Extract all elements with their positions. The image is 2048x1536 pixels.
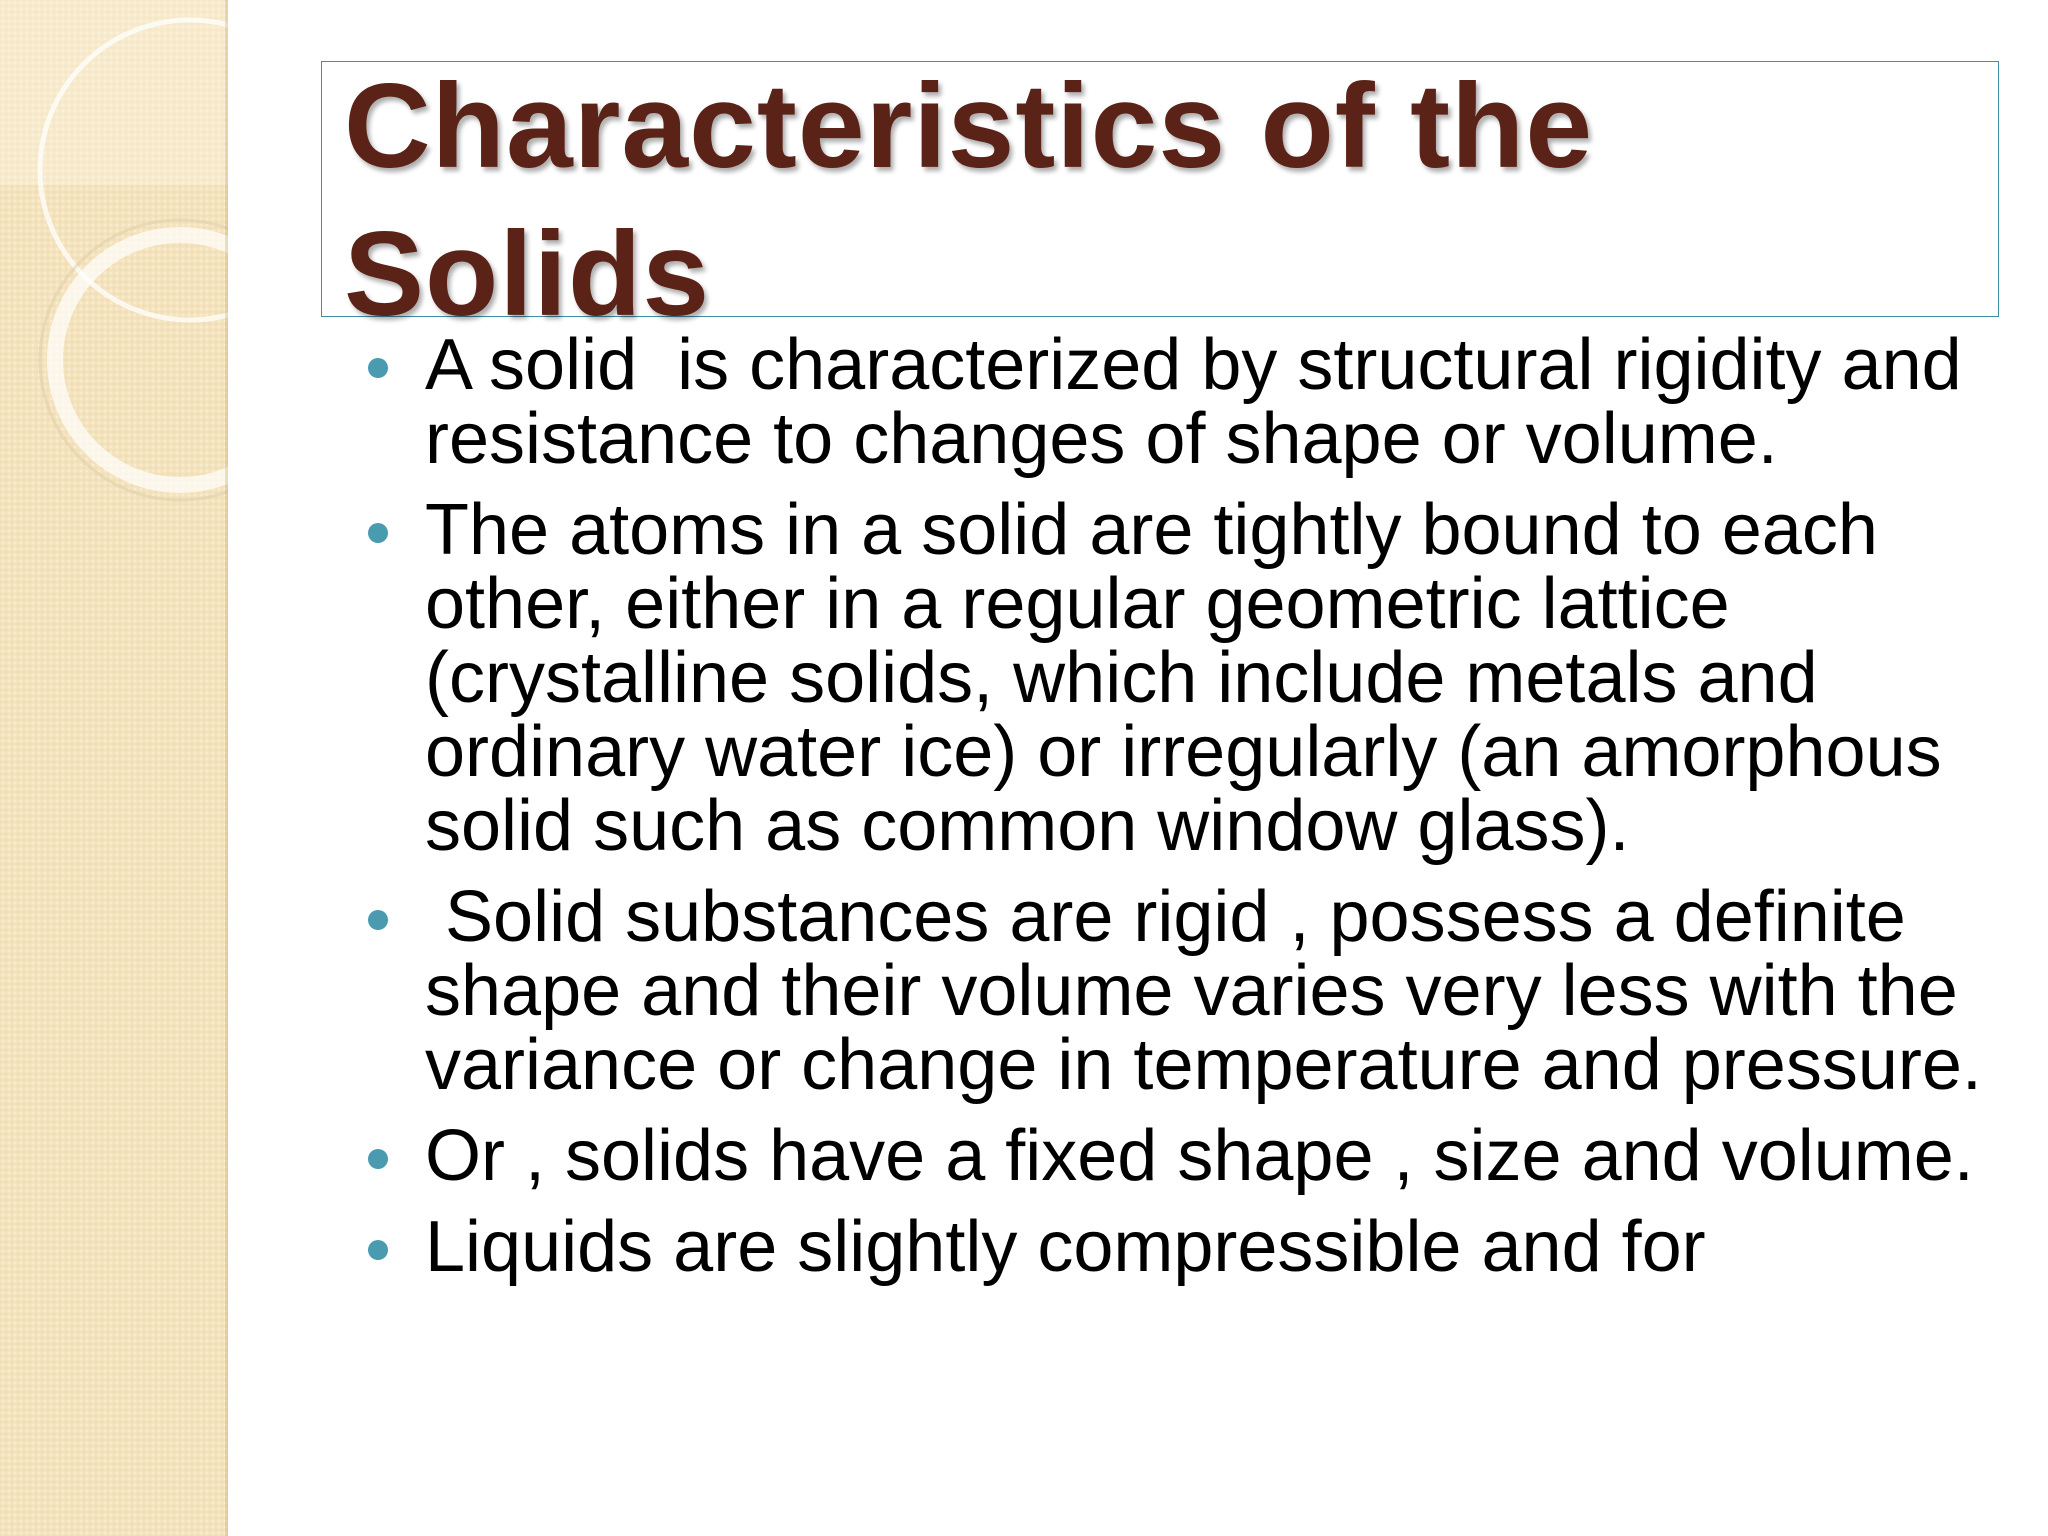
bullet-dot-icon <box>368 358 388 378</box>
list-item <box>365 877 2005 1105</box>
bullet-dot-icon <box>368 910 388 930</box>
decorative-side-panel <box>0 0 228 1536</box>
list-item <box>365 325 2005 479</box>
list-item <box>365 1207 2005 1287</box>
slide-title: Characteristics of the Solids <box>344 59 1594 341</box>
list-item <box>365 1116 2005 1196</box>
bullet-dot-icon <box>368 523 388 543</box>
bullet-list <box>365 325 2005 1301</box>
bullet-text: The atoms in a solid are tightly bound to each other, either in a regular geometric lattice (crystalline solids, which include metals and ordinary water ice) or irregularly (an amorphous solid such as common window glass). <box>425 490 1962 866</box>
decorative-rings-icon <box>0 0 228 520</box>
side-panel-edge <box>225 0 228 1536</box>
bullet-dot-icon <box>368 1240 388 1260</box>
bullet-text: Liquids are slightly compressible and for <box>425 1207 1706 1287</box>
list-item <box>365 490 2005 866</box>
bullet-text: Or , solids have a fixed shape , size and volume. <box>425 1116 1974 1196</box>
bullet-text: Solid substances are rigid , possess a definite shape and their volume varies very less with the variance or change in temperature and pressure. <box>425 877 1982 1105</box>
bullet-text: A solid is characterized by structural rigidity and resistance to changes of shape or volume. <box>425 325 1982 479</box>
bullet-dot-icon <box>368 1149 388 1169</box>
